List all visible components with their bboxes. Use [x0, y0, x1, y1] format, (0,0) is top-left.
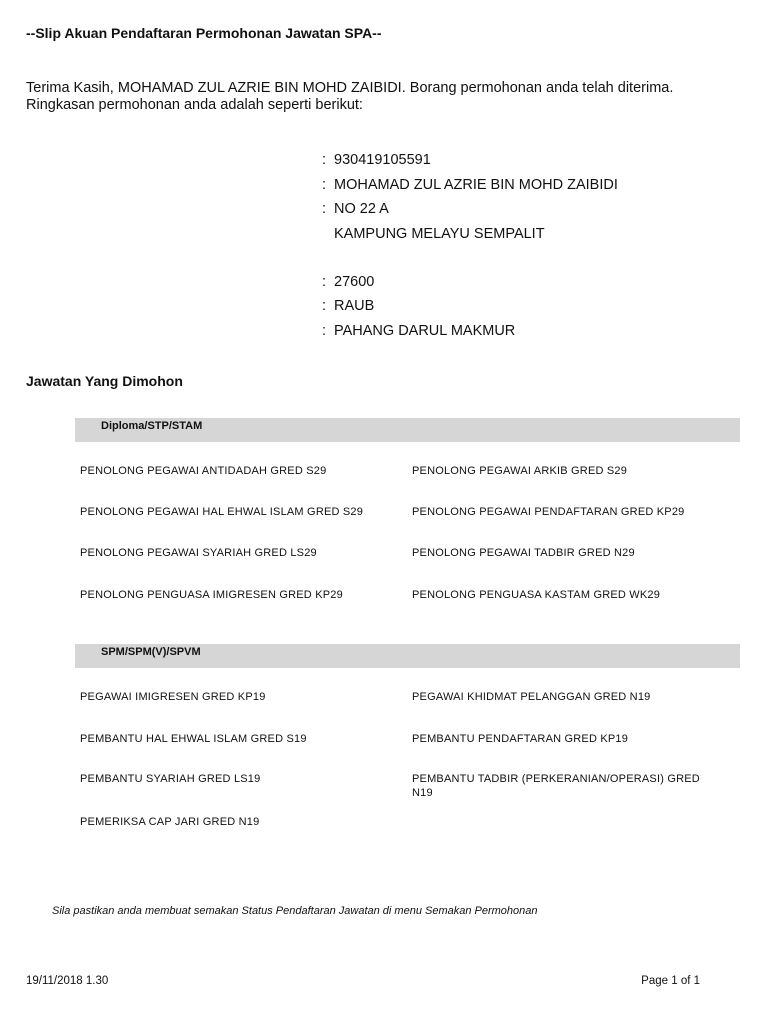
- name-value: MOHAMAD ZUL AZRIE BIN MOHD ZAIBIDI: [334, 177, 618, 193]
- intro-line-1: Terima Kasih, MOHAMAD ZUL AZRIE BIN MOHD ZAIBIDI. Borang permohonan anda telah diterima.: [26, 80, 674, 96]
- kp-value: 930419105591: [334, 152, 431, 168]
- intro-text: [26, 80, 746, 114]
- footer-page-number: Page 1 of 1: [641, 975, 700, 987]
- position-item: PENOLONG PEGAWAI HAL EHWAL ISLAM GRED S29: [80, 506, 364, 518]
- position-item: PENOLONG PEGAWAI ARKIB GRED S29: [412, 465, 628, 477]
- address-line-2: KAMPUNG MELAYU SEMPALIT: [334, 226, 545, 242]
- category-name: Diploma/STP/STAM: [101, 420, 203, 432]
- positions-section-title: Jawatan Yang Dimohon: [26, 373, 183, 389]
- position-item: PENOLONG PEGAWAI PENDAFTARAN GRED KP29: [412, 506, 685, 518]
- position-item: PEMBANTU HAL EHWAL ISLAM GRED S19: [80, 733, 307, 745]
- position-item: PEMBANTU TADBIR (PERKERANIAN/OPERASI) GRED N19: [412, 773, 700, 799]
- position-item: PEMBANTU PENDAFTARAN GRED KP19: [412, 733, 629, 745]
- slip-title: --Slip Akuan Pendaftaran Permohonan Jawatan SPA--: [26, 25, 382, 41]
- kp-colon: :: [322, 152, 327, 168]
- state-colon: :: [322, 323, 327, 339]
- position-item: PEMERIKSA CAP JARI GRED N19: [80, 816, 260, 828]
- position-item: PENOLONG PENGUASA IMIGRESEN GRED KP29: [80, 589, 343, 601]
- footer-timestamp: 19/11/2018 1.30: [26, 975, 109, 987]
- position-item: PENOLONG PEGAWAI TADBIR GRED N29: [412, 547, 635, 559]
- category-bar-spm: [75, 644, 740, 668]
- position-item: PENOLONG PENGUASA KASTAM GRED WK29: [412, 589, 661, 601]
- city-value: RAUB: [334, 298, 375, 314]
- reminder-note: Sila pastikan anda membuat semakan Status Pendaftaran Jawatan di menu Semakan Permohonan: [52, 905, 538, 917]
- postcode-colon: :: [322, 274, 327, 290]
- name-colon: :: [322, 177, 327, 193]
- position-item: PEGAWAI KHIDMAT PELANGGAN GRED N19: [412, 691, 651, 703]
- category-bar-diploma: [75, 418, 740, 442]
- position-item: PEGAWAI IMIGRESEN GRED KP19: [80, 691, 266, 703]
- category-name: SPM/SPM(V)/SPVM: [101, 646, 201, 658]
- address-line-1: NO 22 A: [334, 201, 389, 217]
- state-value: PAHANG DARUL MAKMUR: [334, 323, 516, 339]
- position-item: PEMBANTU SYARIAH GRED LS19: [80, 773, 261, 785]
- position-item: PENOLONG PEGAWAI SYARIAH GRED LS29: [80, 547, 317, 559]
- postcode-value: 27600: [334, 274, 375, 290]
- position-item: PENOLONG PEGAWAI ANTIDADAH GRED S29: [80, 465, 327, 477]
- city-colon: :: [322, 298, 327, 314]
- address-colon: :: [322, 201, 327, 217]
- intro-line-2: Ringkasan permohonan anda adalah seperti berikut:: [26, 97, 363, 113]
